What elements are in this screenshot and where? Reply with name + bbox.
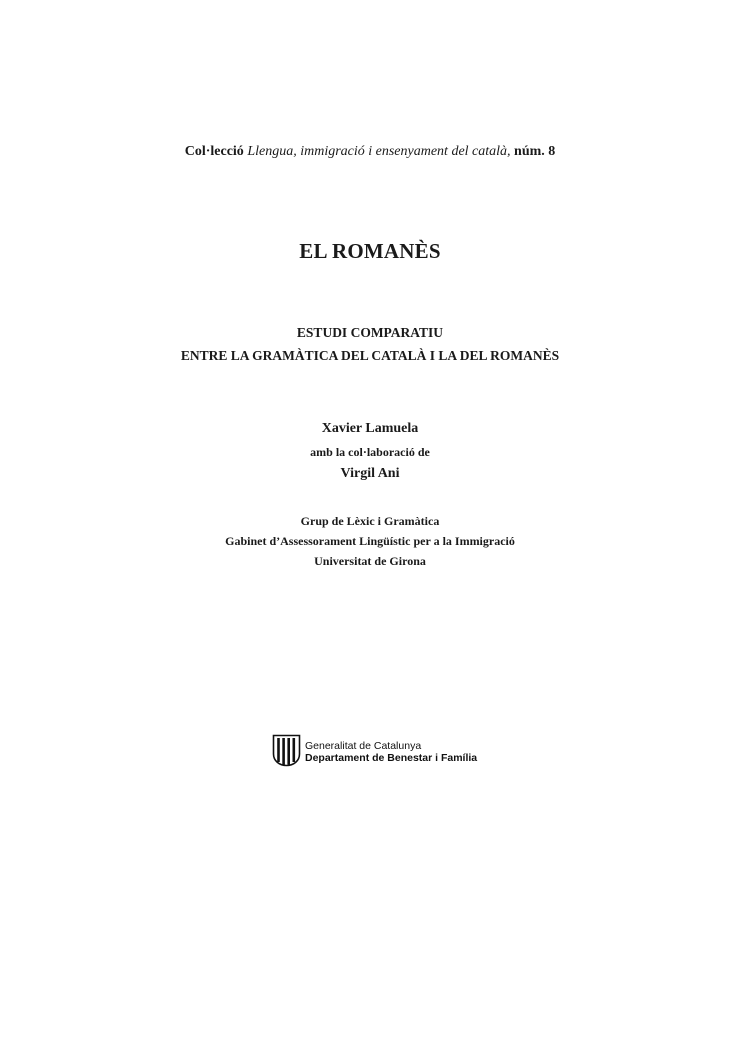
subtitle-line-1: ESTUDI COMPARATIU	[296, 325, 444, 340]
author-name: Xavier Lamuela	[321, 421, 419, 436]
generalitat-emblem-icon	[272, 734, 301, 767]
publisher-line-1: Generalitat de Catalunya	[305, 740, 422, 752]
publisher-line-2: Departament de Benestar i Família	[305, 752, 478, 764]
collaboration-label: amb la col·laboració de	[310, 445, 430, 459]
affiliation-group: Grup de Lèxic i Gramàtica	[300, 514, 440, 528]
collaborator-name: Virgil Ani	[340, 466, 400, 481]
affiliation-university: Universitat de Girona	[314, 554, 426, 568]
collection-number: núm. 8	[510, 144, 556, 159]
publisher-name	[305, 740, 477, 764]
book-title: EL ROMANÈS	[299, 239, 441, 263]
publisher-logo	[272, 734, 512, 770]
collection-prefix: Col·lecció	[184, 144, 248, 159]
collection-series-title: Llengua, immigració i ensenyament del català,	[247, 144, 511, 159]
collection-line	[0, 144, 740, 160]
subtitle-line-2: ENTRE LA GRAMÀTICA DEL CATALÀ I LA DEL ROMANÈS	[180, 348, 560, 363]
affiliation-office: Gabinet d’Assessorament Lingüístic per a la Immigració	[225, 534, 515, 548]
